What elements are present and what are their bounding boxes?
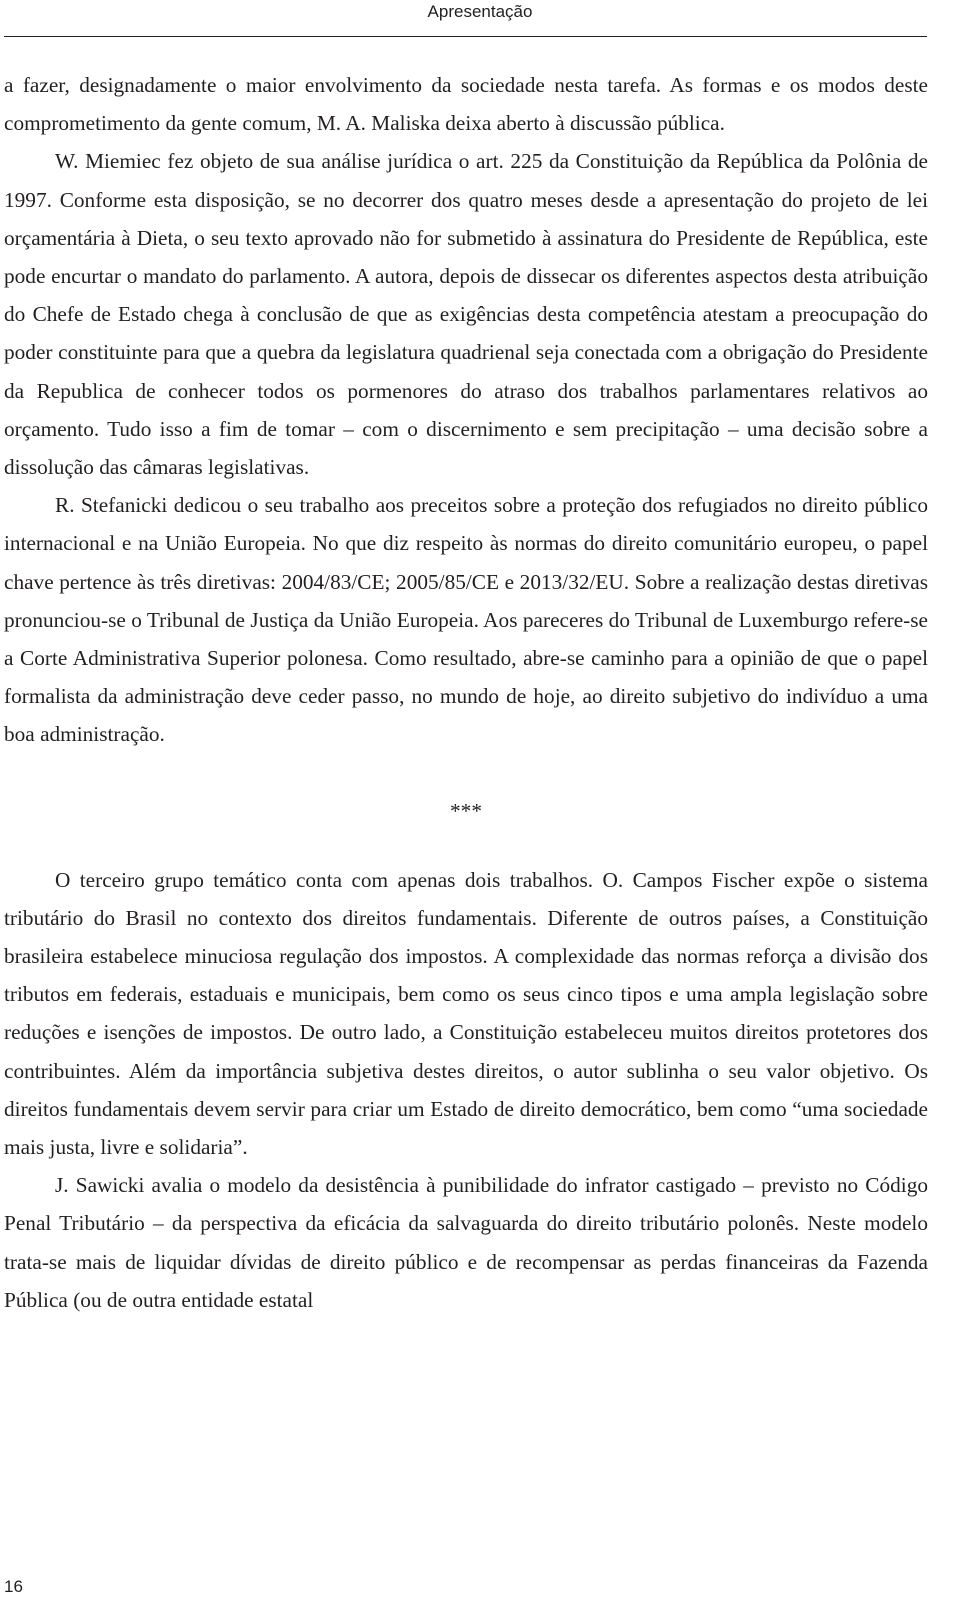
- running-header: Apresentação: [427, 2, 533, 21]
- header-divider: [4, 36, 927, 37]
- paragraph-stefanicki: R. Stefanicki dedicou o seu trabalho aos preceitos sobre a proteção dos refugiados no direito público internacional e na União Europeia. No que diz respeito às normas do direito comunitário europeu, o papel chave pertence às três diretivas: 2004/83/CE; 2005/85/CE e 2013/32/EU. Sobre a realização destas diretivas pronunciou-se o Tribunal de Justiça da União Europeia. Aos pareceres do Tribunal de Luxemburgo refere-se a Corte Administrativa Superior polonesa. Como resultado, abre-se caminho para a opinião de que o papel formalista da administração deve ceder passo, no mundo de hoje, ao direito subjetivo do indivíduo a uma boa administração.: [4, 493, 928, 747]
- page-number: 16: [4, 1577, 23, 1596]
- paragraph-continuation: a fazer, designadamente o maior envolvimento da sociedade nesta tarefa. As formas e os modos deste comprometimento da gente comum, M. A. Maliska deixa aberto à discussão pública.: [4, 73, 928, 136]
- paragraph-sawicki: J. Sawicki avalia o modelo da desistência à punibilidade do infrator castigado – previsto no Código Penal Tributário – da perspectiva da eficácia da salvaguarda do direito tributário polonês. Neste modelo trata-se mais de liquidar dívidas de direito público e de recompensar as perdas financeiras da Fazenda Pública (ou de outra entidade estatal: [4, 1173, 928, 1312]
- section-break: ***: [450, 798, 482, 823]
- paragraph-miemiec: W. Miemiec fez objeto de sua análise jurídica o art. 225 da Constituição da República da Polônia de 1997. Conforme esta disposição, se no decorrer dos quatro meses desde a apresentação do projeto de lei orçamentária à Dieta, o seu texto aprovado não for submetido à assinatura do Presidente de República, este pode encurtar o mandato do parlamento. A autora, depois de dissecar os diferentes aspectos desta atribuição do Chefe de Estado chega à conclusão de que as exigências desta competência atestam a preocupação do poder constituinte para que a quebra da legislatura quadrienal seja conectada com a obrigação do Presidente da Republica de conhecer todos os pormenores do atraso dos trabalhos parlamentares relativos ao orçamento. Tudo isso a fim de tomar – com o discernimento e sem precipitação – uma decisão sobre a dissolução das câmaras legislativas.: [4, 149, 928, 480]
- page-body: [4, 66, 928, 1319]
- paragraph-third-group: O terceiro grupo temático conta com apenas dois trabalhos. O. Campos Fischer expõe o sistema tributário do Brasil no contexto dos direitos fundamentais. Diferente de outros países, a Constituição brasileira estabelece minuciosa regulação dos impostos. A complexidade das normas reforça a divisão dos tributos em federais, estaduais e municipais, bem como os seus cinco tipos e uma ampla legislação sobre reduções e isenções de impostos. De outro lado, a Constituição estabeleceu muitos direitos protetores dos contribuintes. Além da importância subjetiva destes direitos, o autor sublinha o seu valor objetivo. Os direitos fundamentais devem servir para criar um Estado de direito democrático, bem como “uma sociedade mais justa, livre e solidaria”.: [4, 867, 928, 1160]
